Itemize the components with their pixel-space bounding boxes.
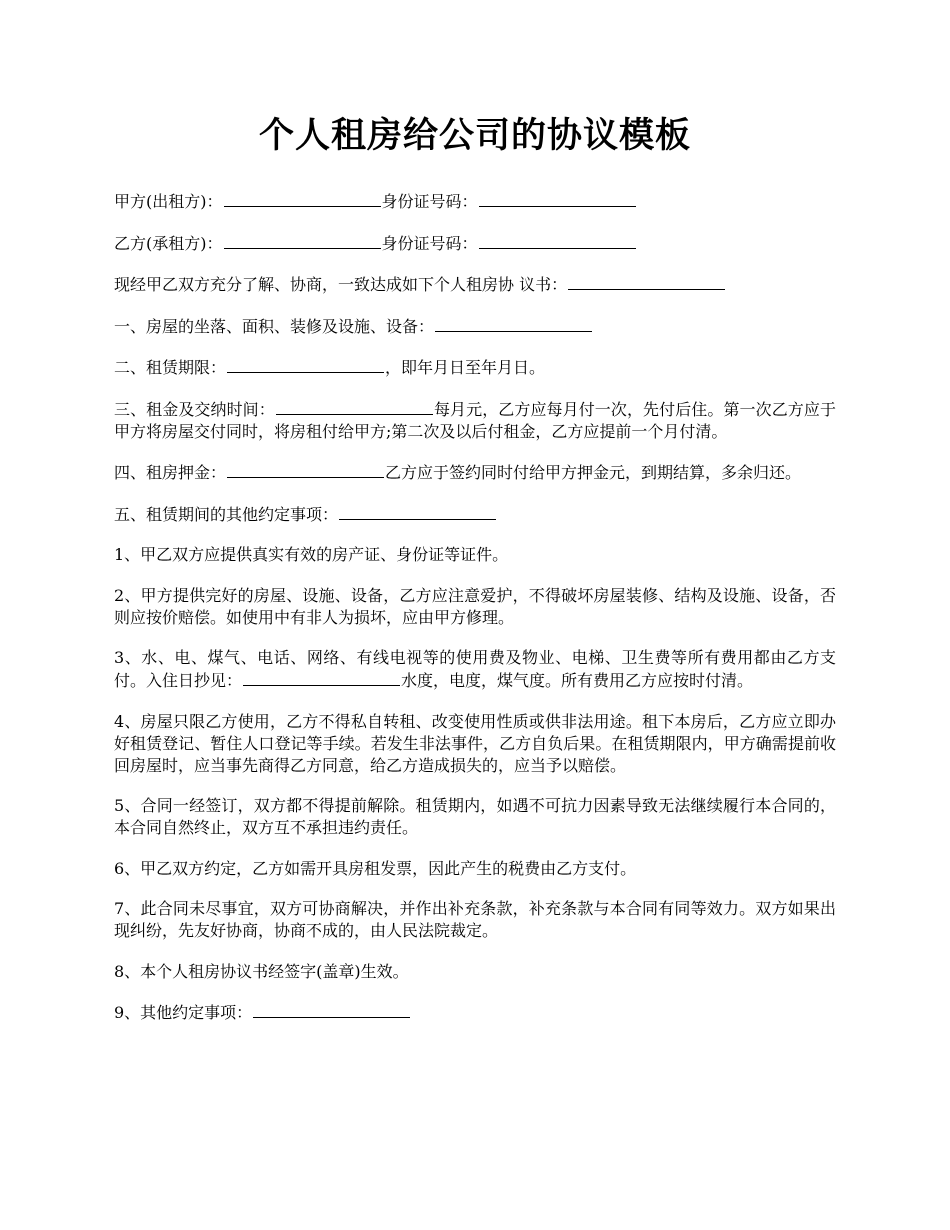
- section-5-text: 五、租赁期间的其他约定事项：: [114, 504, 339, 524]
- clause-9-text: 9、其他约定事项：: [114, 1003, 253, 1022]
- party-b-id-blank[interactable]: [479, 232, 636, 249]
- section-1: [114, 315, 836, 338]
- party-a-id-blank[interactable]: [479, 190, 636, 207]
- clause-3-text: 3、水、电、煤气、电话、网络、有线电视等的使用费及物业、电梯、卫生费等所有费用都由乙方支付。入住日抄见：: [114, 648, 836, 690]
- party-a-name-blank[interactable]: [224, 190, 381, 207]
- section-5-blank[interactable]: [339, 503, 496, 520]
- clause-9-blank[interactable]: [253, 1001, 410, 1018]
- clause-1: 1、甲乙双方应提供真实有效的房产证、身份证等证件。: [114, 545, 509, 564]
- section-3-label: 三、租金及交纳时间：: [114, 399, 275, 419]
- section-3: [114, 398, 836, 443]
- section-1-blank[interactable]: [435, 315, 592, 332]
- party-a-id-label: 身份证号码：: [381, 192, 478, 211]
- party-b-label: 乙方(承租方)：: [114, 233, 223, 253]
- deposit-blank[interactable]: [227, 461, 384, 478]
- section-4: [114, 461, 836, 484]
- clause-2: 2、甲方提供完好的房屋、设施、设备，乙方应注意爱护，不得破坏房屋装修、结构及设施、设备，否则应按价赔偿。如使用中有非人为损坏，应由甲方修理。: [114, 585, 836, 627]
- intro-line: [114, 273, 836, 296]
- intro-blank[interactable]: [568, 273, 725, 290]
- party-b-id-label: 身份证号码：: [381, 233, 478, 253]
- rent-blank[interactable]: [276, 398, 433, 415]
- intro-text: 现经甲乙双方充分了解、协商，一致达成如下个人租房协 议书：: [114, 275, 568, 294]
- clause-5: 5、合同一经签订，双方都不得提前解除。租赁期内，如遇不可抗力因素导致无法继续履行本合同的，本合同自然终止，双方互不承担违约责任。: [114, 796, 836, 837]
- document-title: 个人租房给公司的协议模板: [258, 115, 691, 156]
- party-b-line: [114, 232, 836, 255]
- clause-3: [114, 647, 836, 692]
- section-2-text: ，即年月日至年月日。: [385, 358, 546, 377]
- section-4-text: 乙方应于签约同时付给甲方押金元，到期结算，多余归还。: [385, 463, 802, 482]
- clause-4: 4、房屋只限乙方使用，乙方不得私自转租、改变使用性质或供非法用途。租下本房后，乙方应立即办好租赁登记、暂住人口登记等手续。若发生非法事件，乙方自负后果。在租赁期限内，甲方确需提前收回房屋时，应当事先商得乙方同意，给乙方造成损失的，应当予以赔偿。: [114, 711, 836, 775]
- section-4-label: 四、租房押金：: [114, 463, 227, 482]
- section-3-text: 每月元，乙方应每月付一次，先付后住。第一次乙方应于甲方将房屋交付同时，将房租付给甲方;第二次及以后付租金，乙方应提前一个月付清。: [114, 399, 836, 441]
- section-2-label: 二、租赁期限：: [114, 358, 227, 377]
- clause-7: 7、此合同未尽事宜，双方可协商解决，并作出补充条款，补充条款与本合同有同等效力。双方如果出现纠纷，先友好协商，协商不成的，由人民法院裁定。: [114, 899, 836, 940]
- party-b-name-blank[interactable]: [224, 232, 381, 249]
- section-1-text: 一、房屋的坐落、面积、装修及设施、设备：: [114, 316, 435, 336]
- clause-9: [114, 1001, 836, 1024]
- clause-6: 6、甲乙双方约定，乙方如需开具房租发票，因此产生的税费由乙方支付。: [114, 858, 637, 878]
- clause-8: 8、本个人租房协议书经签字(盖章)生效。: [114, 961, 409, 981]
- party-a-label: 甲方(出租方)：: [114, 192, 223, 211]
- section-2: [114, 356, 836, 379]
- clause-3-text-2: 水度，电度，煤气度。所有费用乙方应按时付清。: [401, 671, 754, 690]
- meter-reading-blank[interactable]: [243, 669, 400, 686]
- section-5: [114, 503, 836, 526]
- party-a-line: [114, 190, 836, 213]
- lease-term-blank[interactable]: [227, 356, 384, 373]
